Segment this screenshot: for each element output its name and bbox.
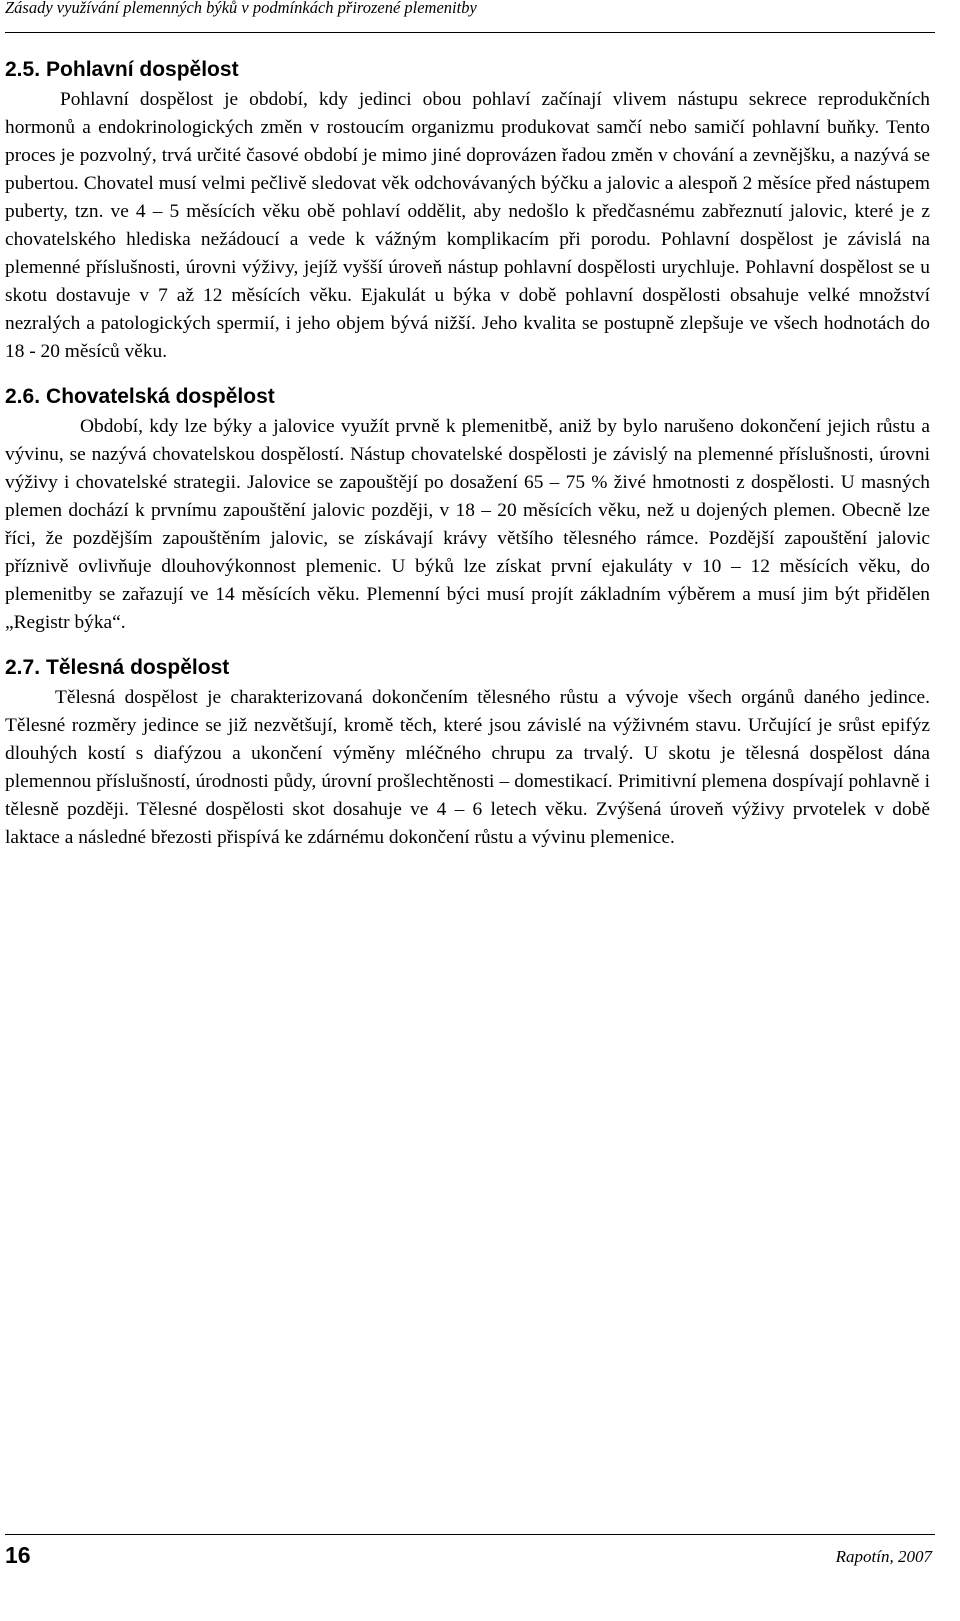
section-number: 2.5.: [5, 58, 41, 81]
section-heading: [5, 384, 930, 410]
section-chovatelska-dospelost: [5, 384, 930, 637]
section-number: 2.7.: [5, 656, 41, 679]
footer-place-year: Rapotín, 2007: [835, 1547, 932, 1566]
section-telesna-dospelost: [5, 655, 930, 852]
section-paragraph: [5, 413, 930, 637]
section-title: Tělesná dospělost: [46, 656, 230, 679]
section-paragraph: [5, 684, 930, 852]
paragraph-text: Tělesná dospělost je charakterizovaná dokončením tělesného růstu a vývoje všech orgánů daného jedince. Tělesné rozměry jedince se již nezvětšují, kromě těch, které jsou závislé na výživném stavu. Určující je srůst epifýz dlouhých kostí s diafýzou a ukončení výměny mléčného chrupu za trvalý. U skotu je tělesná dospělost dána plemennou příslušností, úrodnosti půdy, úrovní prošlechtěnosti – domestikací. Primitivní plemena dospívají pohlavně i tělesně později. Tělesné dospělosti skot dosahuje ve 4 – 6 letech věku. Zvýšená úroveň výživy prvotelek v době laktace a následné březosti přispívá ke zdárnému dokončení růstu a vývinu plemenice.: [5, 687, 930, 848]
section-number: 2.6.: [5, 385, 41, 408]
section-paragraph: [5, 86, 930, 366]
running-header: [5, 0, 935, 33]
page-content: [5, 57, 930, 852]
footer-rule: [5, 1534, 935, 1535]
paragraph-text: Pohlavní dospělost je období, kdy jedinci obou pohlaví začínají vlivem nástupu sekrece reprodukčních hormonů a endokrinologických změn v rostoucím organizmu produkovat samčí nebo samičí pohlavní buňky. Tento proces je pozvolný, trvá určité časové období je mimo jiné doprovázen řadou změn v chování a zevnějšku, a nazývá se pubertou. Chovatel musí velmi pečlivě sledovat věk odchovávaných býčku a jalovic a alespoň 2 měsíce před nástupem puberty, tzn. ve 4 – 5 měsících věku obě pohlaví oddělit, aby nedošlo k předčasnému zabřeznutí jalovic, které je z chovatelského hlediska nežádoucí a vede k vážným komplikacím při porodu. Pohlavní dospělost je závislá na plemenné příslušnosti, úrovni výživy, jejíž vyšší úroveň nástup pohlavní dospělosti urychluje. Pohlavní dospělost se u skotu dostavuje v 7 až 12 měsících věku. Ejakulát u býka v době pohlavní dospělosti obsahuje velké množství nezralých a patologických spermií, i jeho objem bývá nižší. Jeho kvalita se postupně zlepšuje ve všech hodnotách do 18 - 20 měsíců věku.: [5, 89, 930, 362]
paragraph-text: Období, kdy lze býky a jalovice využít prvně k plemenitbě, aniž by bylo narušeno dokončení jejich růstu a vývinu, se nazývá chovatelskou dospělostí. Nástup chovatelské dospělosti je závislý na plemenné příslušnosti, úrovni výživy i chovatelské strategii. Jalovice se zapouštějí po dosažení 65 – 75 % živé hmotnosti z dospělosti. U masných plemen dochází k prvnímu zapouštění jalovic později, v 18 – 20 měsících věku, než u dojených plemen. Obecně lze říci, že pozdějším zapouštěním jalovic, se získávají krávy většího tělesného rámce. Pozdější zapouštění jalovic příznivě ovlivňuje dlouhovýkonnost plemenic. U býků lze získat první ejakuláty v 10 – 12 měsících věku, do plemenitby se zařazují ve 14 měsících věku. Plemenní býci musí projít základním výběrem a musí jim být přidělen „Registr býka“.: [5, 416, 930, 633]
running-header-title: Zásady využívání plemenných býků v podmínkách přirozené plemenitby: [5, 0, 477, 17]
section-heading: [5, 655, 930, 681]
section-heading: [5, 57, 930, 83]
page-number: 16: [5, 1542, 31, 1568]
section-title: Chovatelská dospělost: [46, 385, 275, 408]
section-pohlavni-dospelost: [5, 57, 930, 366]
section-title: Pohlavní dospělost: [46, 58, 239, 81]
